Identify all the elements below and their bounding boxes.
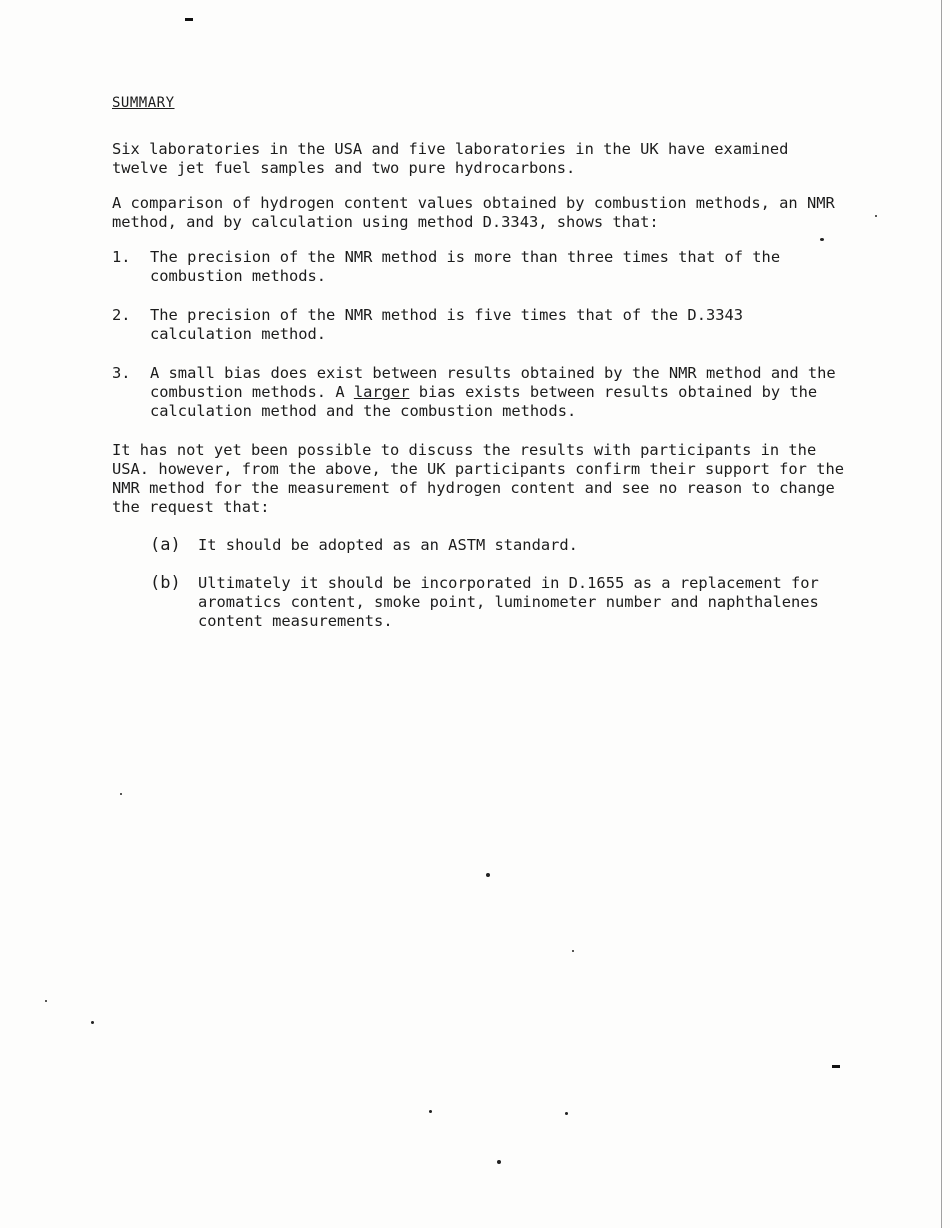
scan-speck xyxy=(497,1160,501,1164)
request-item xyxy=(150,536,852,555)
request-text: It should be adopted as an ASTM standard. xyxy=(198,536,578,554)
scan-mark xyxy=(832,1065,840,1068)
request-label: (a) xyxy=(150,535,181,555)
scan-speck xyxy=(45,1000,47,1002)
scan-speck xyxy=(91,1021,94,1024)
finding-text-end: bias exists between results obtained by the calculation method and the combustion methods. xyxy=(150,383,818,420)
finding-item xyxy=(112,306,852,344)
scan-speck xyxy=(875,215,877,217)
underlined-emphasis: larger xyxy=(353,383,410,401)
summary-document xyxy=(112,94,852,650)
scan-speck xyxy=(429,1110,432,1113)
intro-paragraph: Six laboratories in the USA and five laboratories in the UK have examined twelve jet fuel samples and two pure hydrocarbons. xyxy=(112,140,789,177)
scan-speck xyxy=(486,873,490,877)
finding-item xyxy=(112,364,852,421)
request-item xyxy=(150,574,852,631)
finding-number: 3. xyxy=(112,364,131,382)
scan-speck xyxy=(120,793,122,795)
finding-item xyxy=(112,248,852,286)
scan-speck xyxy=(572,950,574,952)
scan-mark xyxy=(185,18,193,21)
finding-text: The precision of the NMR method is more than three times that of the combustion methods. xyxy=(150,248,781,285)
comparison-paragraph: A comparison of hydrogen content values obtained by combustion methods, an NMR method, and by calculation using method D.3343, shows that: xyxy=(112,194,835,231)
request-text: Ultimately it should be incorporated in D.1655 as a replacement for aromatics content, smoke point, luminometer number and naphthalenes content measurements. xyxy=(198,574,819,630)
request-label: (b) xyxy=(150,573,181,593)
scan-speck xyxy=(565,1112,568,1115)
finding-text-start: A small bias does exist between results obtained by the NMR method and the combustion methods. A xyxy=(150,364,836,401)
scan-edge-line xyxy=(941,0,942,1228)
finding-text xyxy=(150,364,852,421)
conclusion-paragraph: It has not yet been possible to discuss the results with participants in the USA. however, from the above, the UK participants confirm their support for the NMR method for the measurement of hydrogen content and see no reason to change the request that: xyxy=(112,441,845,516)
page-title: SUMMARY xyxy=(112,95,175,111)
finding-number: 1. xyxy=(112,248,131,266)
finding-number: 2. xyxy=(112,306,131,324)
finding-text: The precision of the NMR method is five times that of the D.3343 calculation method. xyxy=(150,306,744,343)
